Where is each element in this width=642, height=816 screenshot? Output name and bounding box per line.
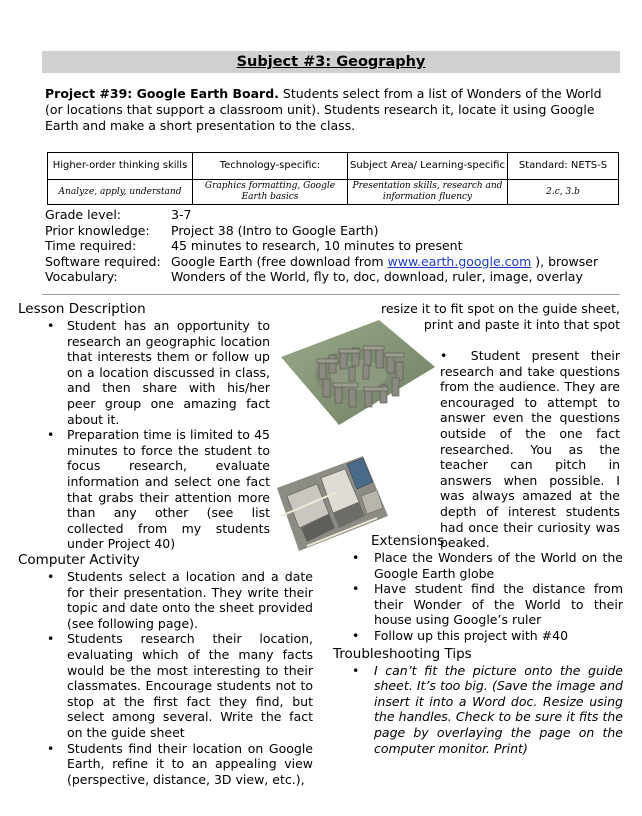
list-item: • Student has an opportunity to research an geographic location that interests them or follow up on a location discussed in class, and then share with his/her peer group one amazing fact about it. <box>18 318 270 427</box>
info-label: Prior knowledge: <box>45 222 150 238</box>
table-header-cell: Subject Area/ Learning-specific <box>348 153 508 180</box>
info-value <box>171 254 598 270</box>
subject-title: Subject #3: Geography <box>236 54 426 70</box>
extensions-title: Extensions <box>371 533 445 549</box>
info-value: Wonders of the World, fly to, doc, download, ruler, image, overlay <box>171 269 583 284</box>
lesson-title: Lesson Description <box>18 301 146 317</box>
table-header-cell: Higher-order thinking skills <box>48 153 193 180</box>
info-value: Project 38 (Intro to Google Earth) <box>171 222 379 238</box>
info-value: 45 minutes to research, 10 minutes to present <box>171 238 463 253</box>
info-label: Time required: <box>45 238 137 253</box>
list-item: • I can’t fit the picture onto the guide sheet. It’s too big. (Save the image and insert it into a Word doc. Resize using the handles. Check to be sure it fits the page by overlaying the page on the computer monitor. Print) <box>333 663 623 757</box>
software-text: Google Earth (free download from <box>171 253 388 269</box>
list-item: • Have student find the distance from their Wonder of the World to their house using Google’s ruler <box>333 581 623 628</box>
lesson-section <box>18 301 270 552</box>
project-description: Students select from a list of Wonders of the World (or locations that support a classroom unit). Students research it, locate it using Google Earth and make a short presentation to the class. <box>45 86 602 133</box>
table-cell: 2.c, 3.b <box>508 180 619 205</box>
info-label: Vocabulary: <box>45 269 118 284</box>
project-intro <box>45 86 620 134</box>
stonehenge-image <box>279 317 436 427</box>
list-item: • Follow up this project with #40 <box>333 628 623 644</box>
table-row <box>48 180 619 205</box>
computer-title: Computer Activity <box>18 552 140 568</box>
standards-table <box>47 152 619 205</box>
list-item: • Place the Wonders of the World on the Google Earth globe <box>333 550 623 581</box>
table-header-cell: Standard: NETS-S <box>508 153 619 180</box>
continuation-line-1 <box>374 301 620 332</box>
computer-section <box>18 552 313 787</box>
info-row-grade <box>45 207 598 223</box>
info-row-vocabulary <box>45 269 598 285</box>
google-earth-link[interactable]: www.earth.google.com <box>387 253 532 269</box>
continuation-text: resize it to fit spot on the guide sheet, print and paste it into that spot <box>380 301 620 332</box>
computer-list <box>18 569 313 787</box>
list-item: • Students find their location on Google Earth, refine it to an appealing view (perspective, distance, 3D view, etc.), <box>18 741 313 788</box>
subject-header <box>42 51 620 73</box>
table-cell: Graphics formatting, Google Earth basics <box>193 180 348 205</box>
software-text-end: ), browser <box>531 253 599 269</box>
troubleshooting-title: Troubleshooting Tips <box>333 645 472 662</box>
extensions-list <box>333 550 623 644</box>
table-header-row <box>48 153 619 180</box>
info-label: Grade level: <box>45 207 122 222</box>
list-item: • Student present their research and take questions from the audience. They are encouraged to attempt to answer even the questions outside of the one fact researched. You as the teacher can pitch in answers when possible. I was always amazed at the depth of interest students had once their curiosity was peaked. <box>440 348 620 550</box>
table-cell: Presentation skills, research and information fluency <box>348 180 508 205</box>
present-item <box>440 348 620 551</box>
info-value: 3-7 <box>171 207 192 222</box>
info-label: Software required: <box>45 253 161 269</box>
divider <box>42 294 620 295</box>
list-item: • Students select a location and a date for their presentation. They write their topic and date onto the sheet provided (see following page). <box>18 569 313 631</box>
info-row-software <box>45 254 598 270</box>
list-item: • Students research their location, evaluating which of the many facts would be the most interesting to their classmates. Encourage students not to stop at the first fact they find, but select among several. Write the fact on the guide sheet <box>18 631 313 740</box>
lesson-list <box>18 318 270 552</box>
extensions-section <box>333 533 623 756</box>
troubleshooting-list <box>333 663 623 757</box>
table-header-cell: Technology-specific: <box>193 153 348 180</box>
project-title: Project #39: Google Earth Board. <box>45 86 279 101</box>
project-info <box>45 207 598 285</box>
list-item: • Preparation time is limited to 45 minutes to force the student to focus research, evaluate information and select one fact that grabs their attention more than any other (see list collected from my students under Project 40) <box>18 427 270 552</box>
table-cell: Analyze, apply, understand <box>48 180 193 205</box>
info-row-time <box>45 238 598 254</box>
info-row-prior <box>45 223 598 239</box>
